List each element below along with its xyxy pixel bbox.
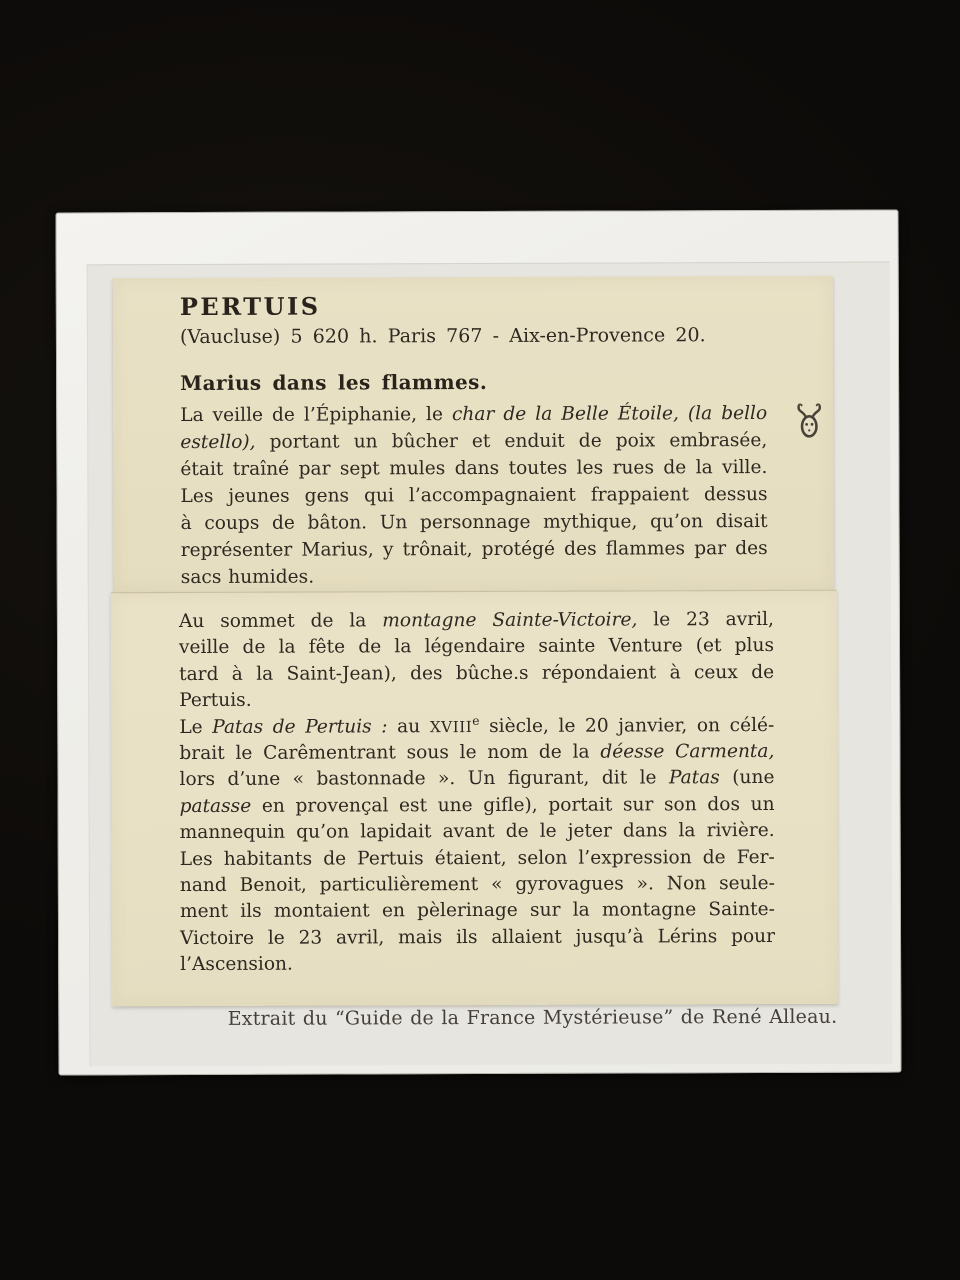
text-line: Au sommet de la montagne Sainte-Victoire, le 23 avril,	[178, 608, 774, 633]
clipping-heading: Marius dans les flammes.	[180, 369, 488, 396]
text-line: Le Patas de Pertuis : au XVIIIe siècle, le 20 janvier, on célé-	[179, 713, 775, 738]
text-line: sacs humides.	[180, 566, 315, 589]
text-line: estello), portant un bûcher et enduit de poix embrasée,	[180, 429, 768, 454]
photo-card	[55, 210, 901, 1076]
text-line: veille de la fête de la légendaire sainte Venture (et plus	[178, 635, 775, 659]
text-line: Victoire le 23 avril, mais ils allaient jusqu’à Lérins pour	[179, 925, 776, 949]
text-line: était traîné par sept mules dans toutes les rues de la ville.	[180, 456, 768, 481]
text-line: La veille de l’Épiphanie, le char de la Belle Étoile, (la bello	[180, 402, 768, 427]
text-line: mannequin qu’on lapidait avant de le jeter dans la rivière.	[179, 820, 775, 844]
text-line: ment ils montaient en pèlerinage sur la montagne Sainte-	[179, 899, 775, 923]
text-line: patasse en provençal est une gifle), portait sur son dos un	[179, 793, 775, 817]
ram-head-doodle-icon	[796, 400, 822, 444]
text-line: brait le Carêmentrant sous le nom de la déesse Carmenta,	[179, 740, 775, 765]
newspaper-clipping-top	[113, 276, 834, 593]
text-line: nand Benoit, particulièrement « gyrovagues ». Non seule-	[179, 873, 775, 897]
clipping-title: PERTUIS	[179, 291, 321, 322]
clipping-subtitle: (Vaucluse) 5 620 h. Paris 767 - Aix-en-Provence 20.	[179, 324, 706, 349]
text-line: tard à la Saint-Jean), des bûche.s répondaient à ceux de	[179, 661, 775, 685]
text-line: Pertuis.	[179, 690, 252, 712]
text-line: à coups de bâton. Un personnage mythique, qu’on disait	[180, 510, 768, 535]
newspaper-clipping-bottom	[111, 590, 838, 1007]
text-line: l’Ascension.	[180, 953, 293, 976]
source-caption: Extrait du “Guide de la France Mystérieuse” de René Alleau.	[227, 1005, 838, 1030]
clipping-body	[179, 607, 775, 979]
clipping-body	[180, 400, 768, 591]
text-line: lors d’une « bastonnade ». Un figurant, dit le Patas (une	[179, 767, 775, 791]
text-line: Les habitants de Pertuis étaient, selon l’expression de Fer-	[179, 846, 775, 870]
text-line: Les jeunes gens qui l’accompagnaient frappaient dessus	[180, 483, 768, 508]
text-line: représenter Marius, y trônait, protégé des flammes par des	[180, 537, 768, 562]
